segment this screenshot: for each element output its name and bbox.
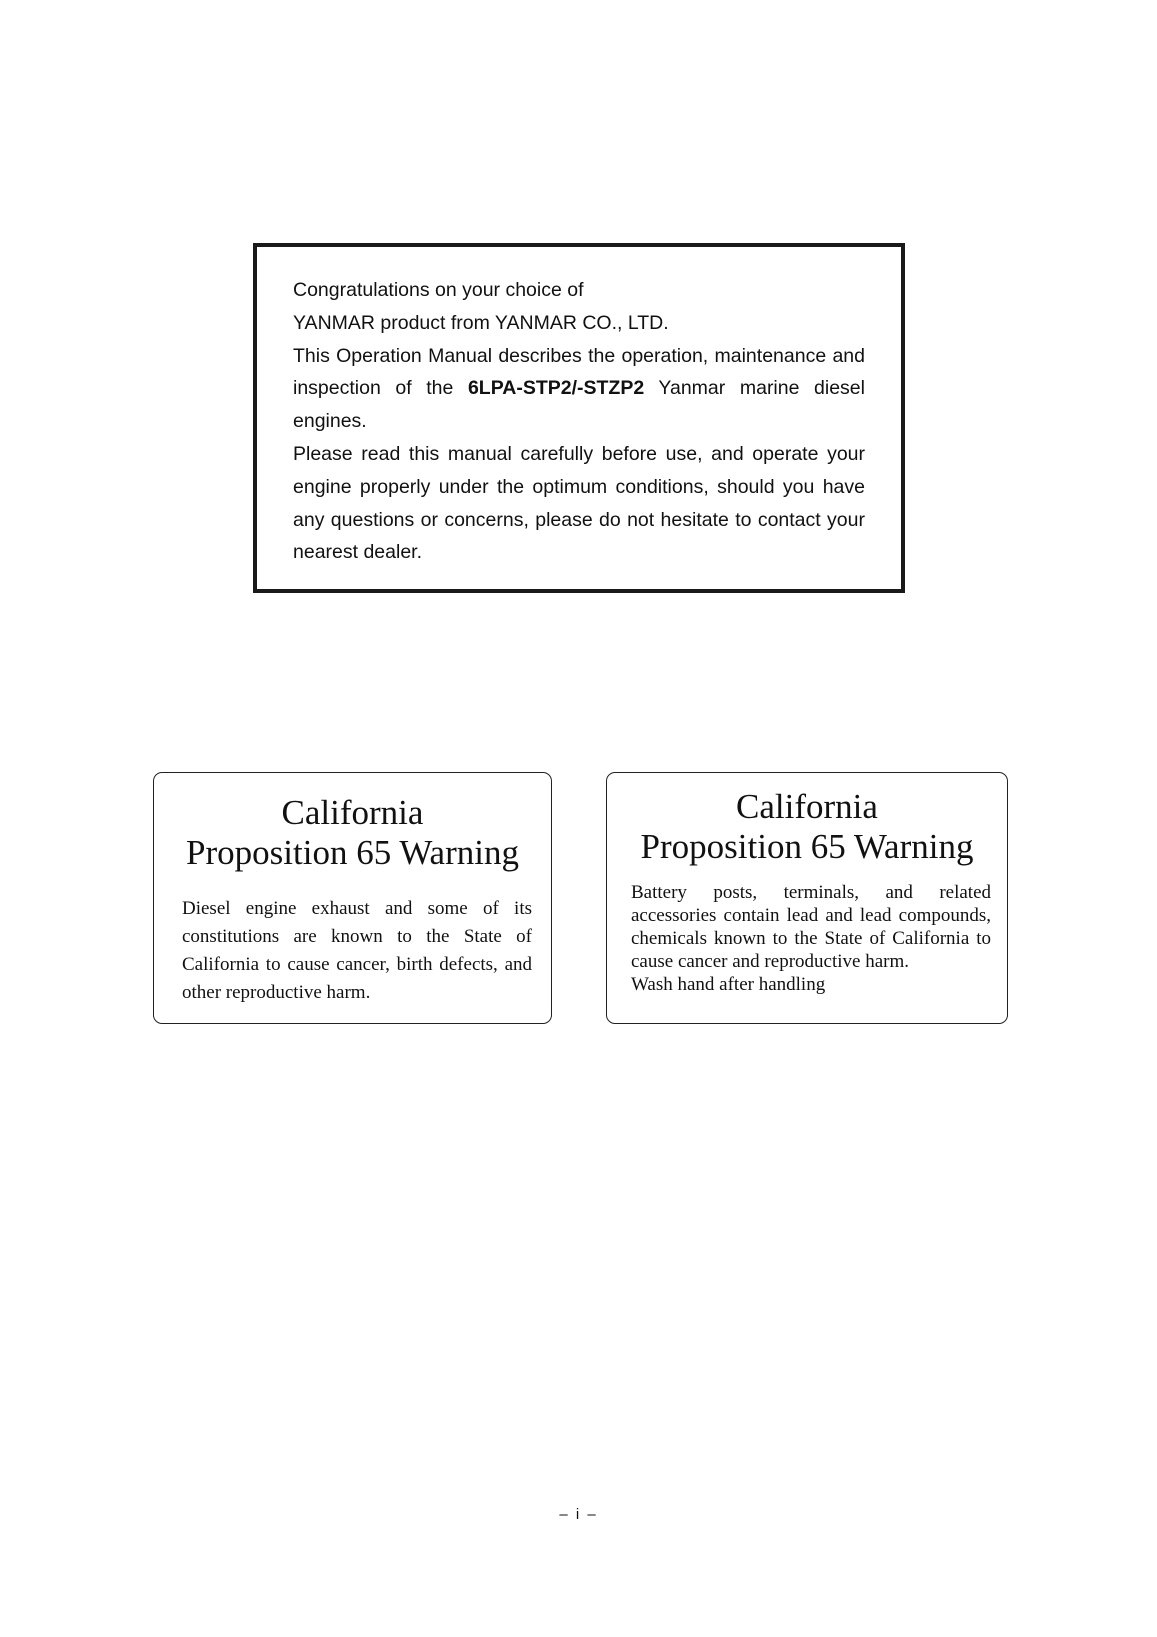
warning-title (154, 773, 551, 873)
warning-title-line1: California (736, 787, 878, 826)
warning-title (607, 773, 1007, 867)
warning-body-text: Diesel engine exhaust and some of its constitutions are known to the State of California to cause cancer, birth defects, and other reproductive harm. (182, 898, 532, 1003)
warning-title-line2: Proposition 65 Warning (640, 827, 974, 866)
warning-title-line2: Proposition 65 Warning (186, 833, 519, 872)
intro-description-end: Yanmar marine diesel engines. (293, 377, 865, 433)
warning-wash-hands: Wash hand after handling (631, 974, 826, 995)
prop65-warning-exhaust (153, 772, 552, 1024)
prop65-warning-battery (606, 772, 1008, 1024)
intro-notice-box (253, 243, 905, 593)
intro-description-text: This Operation Manual describes the operation, maintenance and inspection of the (293, 344, 865, 400)
intro-greeting: Congratulations on your choice of (293, 279, 584, 301)
page-number: – i – (559, 1506, 598, 1523)
warning-body (182, 895, 532, 1007)
intro-description (293, 340, 865, 438)
engine-model: 6LPA-STP2/-STZP2 (467, 377, 645, 400)
intro-instructions: Please read this manual carefully before use, and operate your engine properly under the optimum conditions, should you have any questions or concerns, please do not hesitate to contact your nearest dealer. (293, 442, 865, 564)
warning-body-text: Battery posts, terminals, and related accessories contain lead and lead compounds, chemicals known to the State of California to cause cancer and reproductive harm. (631, 882, 991, 972)
warning-body (631, 881, 991, 996)
intro-company: YANMAR product from YANMAR CO., LTD. (293, 311, 669, 334)
warning-title-line1: California (281, 793, 424, 832)
